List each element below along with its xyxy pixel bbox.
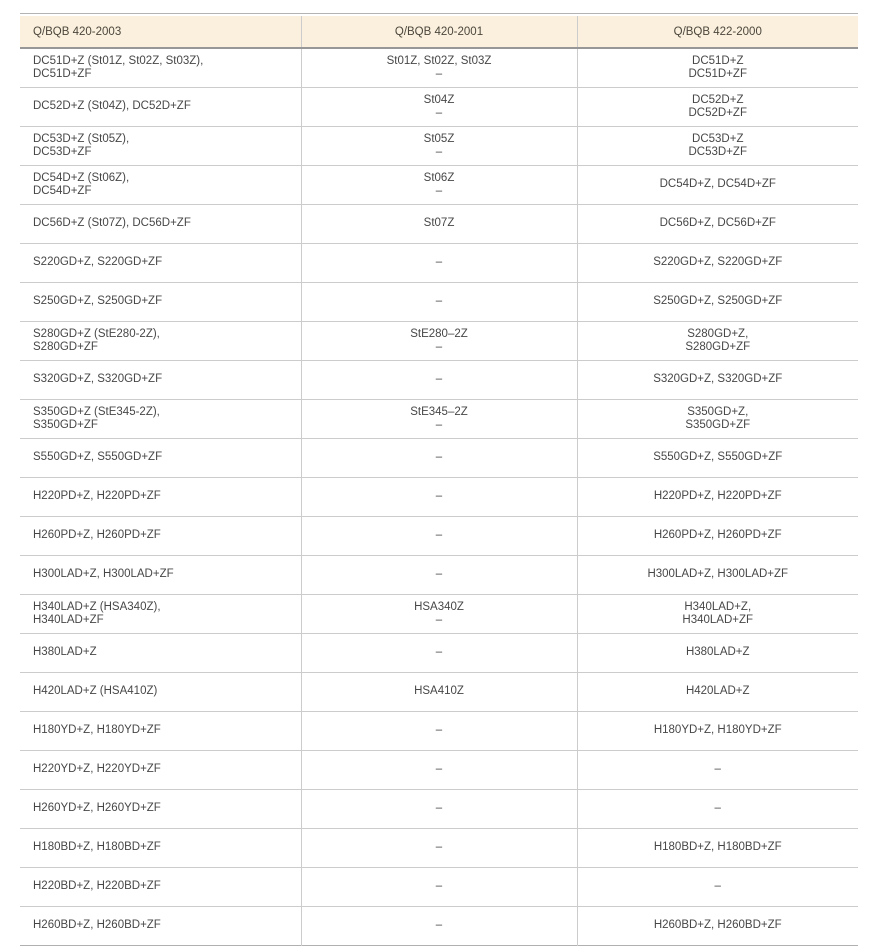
cell-line: S280GD+ZF xyxy=(33,341,98,353)
cell-line: S550GD+Z, S550GD+ZF xyxy=(33,451,163,464)
table-cell xyxy=(301,712,577,751)
table-cell xyxy=(301,48,577,88)
table-cell xyxy=(577,517,858,556)
table-body xyxy=(20,48,858,946)
table-cell xyxy=(301,283,577,322)
column-header: Q/BQB 422-2000 xyxy=(577,16,858,48)
table-cell xyxy=(301,439,577,478)
cell-line: H340LAD+Z (HSA340Z), xyxy=(33,600,161,613)
cell-line: H220PD+Z, H220PD+ZF xyxy=(653,490,782,503)
cell-line: HSA340Z xyxy=(414,600,464,613)
table-row xyxy=(20,88,858,127)
table-row xyxy=(20,595,858,634)
cell-line: H260PD+Z, H260PD+ZF xyxy=(33,529,161,542)
cell-line: DC56D+Z (St07Z), DC56D+ZF xyxy=(33,217,191,230)
column-header: Q/BQB 420-2003 xyxy=(20,16,301,48)
cell-line: H260BD+Z, H260BD+ZF xyxy=(653,919,782,932)
cell-line: – xyxy=(714,802,721,815)
table-cell xyxy=(301,205,577,244)
table-cell xyxy=(301,595,577,634)
cell-line: – xyxy=(435,68,443,80)
table-row xyxy=(20,751,858,790)
cell-line: H220YD+Z, H220YD+ZF xyxy=(33,763,161,776)
cell-line: H300LAD+Z, H300LAD+ZF xyxy=(647,568,789,581)
cell-line: H380LAD+Z xyxy=(33,646,97,659)
cell-line: DC54D+Z (St06Z), xyxy=(33,171,130,184)
cell-line: H420LAD+Z (HSA410Z) xyxy=(33,685,158,698)
cell-line: H340LAD+ZF xyxy=(682,614,754,626)
cell-line: H300LAD+Z, H300LAD+ZF xyxy=(33,568,174,581)
table-cell xyxy=(577,205,858,244)
top-rule xyxy=(20,13,858,14)
cell-line: – xyxy=(435,880,443,893)
table-cell xyxy=(577,439,858,478)
cell-line: S280GD+ZF xyxy=(685,341,751,353)
cell-line: – xyxy=(435,490,443,503)
cell-line: StE345–2Z xyxy=(410,405,468,418)
cell-line: DC56D+Z, DC56D+ZF xyxy=(659,217,776,230)
cell-line: S320GD+Z, S320GD+ZF xyxy=(653,373,783,386)
cell-line: – xyxy=(435,724,443,737)
table-cell xyxy=(577,283,858,322)
table-cell xyxy=(20,907,301,946)
table-cell xyxy=(301,907,577,946)
table-row xyxy=(20,673,858,712)
table-row xyxy=(20,556,858,595)
table-cell xyxy=(577,244,858,283)
table-cell xyxy=(577,595,858,634)
table-cell xyxy=(301,556,577,595)
table-row xyxy=(20,283,858,322)
table-cell xyxy=(301,127,577,166)
cell-line: H220BD+Z, H220BD+ZF xyxy=(33,880,161,893)
standards-comparison-section xyxy=(20,13,858,946)
cell-line: – xyxy=(435,763,443,776)
table-cell xyxy=(20,868,301,907)
column-header: Q/BQB 420-2001 xyxy=(301,16,577,48)
table-cell xyxy=(301,634,577,673)
cell-line: HSA410Z xyxy=(414,685,464,698)
table-cell xyxy=(577,478,858,517)
table-cell xyxy=(301,166,577,205)
cell-line: St04Z xyxy=(423,93,455,106)
cell-line: H380LAD+Z xyxy=(685,646,750,659)
cell-line: H260PD+Z, H260PD+ZF xyxy=(653,529,782,542)
cell-line: DC52D+Z (St04Z), DC52D+ZF xyxy=(33,100,191,113)
table-row xyxy=(20,205,858,244)
cell-line: S220GD+Z, S220GD+ZF xyxy=(33,256,163,269)
table-cell xyxy=(577,907,858,946)
table-cell xyxy=(577,48,858,88)
cell-line: DC53D+Z xyxy=(692,132,744,145)
table-cell xyxy=(301,868,577,907)
cell-line: – xyxy=(435,919,443,932)
table-row xyxy=(20,166,858,205)
table-cell xyxy=(577,868,858,907)
cell-line: St01Z, St02Z, St03Z xyxy=(386,54,492,67)
cell-line: S250GD+Z, S250GD+ZF xyxy=(653,295,783,308)
table-cell xyxy=(577,556,858,595)
cell-line: H420LAD+Z xyxy=(685,685,750,698)
cell-line: DC52D+ZF xyxy=(688,107,747,119)
cell-line: DC51D+ZF xyxy=(688,68,747,80)
cell-line: DC53D+Z (St05Z), xyxy=(33,132,130,145)
cell-line: H260YD+Z, H260YD+ZF xyxy=(33,802,161,815)
table-row xyxy=(20,322,858,361)
cell-line: H220PD+Z, H220PD+ZF xyxy=(33,490,161,503)
table-cell xyxy=(301,751,577,790)
table-row xyxy=(20,517,858,556)
cell-line: S550GD+Z, S550GD+ZF xyxy=(653,451,783,464)
cell-line: – xyxy=(435,373,443,386)
cell-line: – xyxy=(714,880,721,893)
standards-comparison-table xyxy=(20,16,858,946)
table-cell xyxy=(301,88,577,127)
header-row xyxy=(20,16,858,48)
cell-line: – xyxy=(435,614,443,626)
cell-line: – xyxy=(435,529,443,542)
cell-line: DC51D+Z xyxy=(692,54,744,67)
cell-line: St05Z xyxy=(423,132,455,145)
cell-line: DC54D+ZF xyxy=(33,185,92,197)
table-row xyxy=(20,478,858,517)
table-row xyxy=(20,829,858,868)
cell-line: DC53D+ZF xyxy=(33,146,92,158)
table-cell xyxy=(20,283,301,322)
table-row xyxy=(20,244,858,283)
table-cell xyxy=(577,361,858,400)
cell-line: – xyxy=(435,185,443,197)
table-header xyxy=(20,16,858,48)
table-cell xyxy=(20,400,301,439)
cell-line: – xyxy=(435,646,443,659)
cell-line: DC54D+Z, DC54D+ZF xyxy=(659,178,776,191)
table-cell xyxy=(301,517,577,556)
table-cell xyxy=(301,322,577,361)
table-cell xyxy=(577,166,858,205)
cell-line: StE280–2Z xyxy=(410,327,468,340)
table-row xyxy=(20,439,858,478)
cell-line: S350GD+Z, xyxy=(687,405,749,418)
cell-line: – xyxy=(435,451,443,464)
table-cell xyxy=(577,322,858,361)
cell-line: – xyxy=(435,568,443,581)
table-cell xyxy=(301,400,577,439)
table-cell xyxy=(20,322,301,361)
cell-line: H180YD+Z, H180YD+ZF xyxy=(33,724,161,737)
table-cell xyxy=(577,127,858,166)
table-cell xyxy=(301,244,577,283)
cell-line: St07Z xyxy=(423,217,455,230)
table-cell xyxy=(20,478,301,517)
table-cell xyxy=(301,829,577,868)
table-row xyxy=(20,790,858,829)
cell-line: H340LAD+Z, xyxy=(684,600,752,613)
cell-line: H260BD+Z, H260BD+ZF xyxy=(33,919,161,932)
cell-line: S280GD+Z, xyxy=(687,327,749,340)
cell-line: – xyxy=(435,802,443,815)
table-cell xyxy=(301,361,577,400)
cell-line: H180BD+Z, H180BD+ZF xyxy=(653,841,782,854)
table-row xyxy=(20,127,858,166)
table-cell xyxy=(20,751,301,790)
cell-line: H340LAD+ZF xyxy=(33,614,104,626)
table-cell xyxy=(20,712,301,751)
table-cell xyxy=(577,88,858,127)
cell-line: – xyxy=(435,107,443,119)
cell-line: – xyxy=(435,841,443,854)
cell-line: S320GD+Z, S320GD+ZF xyxy=(33,373,163,386)
table-cell xyxy=(20,439,301,478)
table-cell xyxy=(20,634,301,673)
table-cell xyxy=(20,790,301,829)
table-cell xyxy=(577,634,858,673)
cell-line: H180YD+Z, H180YD+ZF xyxy=(653,724,782,737)
cell-line: – xyxy=(435,256,443,269)
cell-line: – xyxy=(435,295,443,308)
table-cell xyxy=(20,829,301,868)
table-cell xyxy=(20,595,301,634)
table-cell xyxy=(20,673,301,712)
table-cell xyxy=(20,361,301,400)
table-cell xyxy=(301,673,577,712)
cell-line: DC51D+Z (St01Z, St02Z, St03Z), xyxy=(33,54,204,67)
table-row xyxy=(20,48,858,88)
table-cell xyxy=(20,127,301,166)
cell-line: S250GD+Z, S250GD+ZF xyxy=(33,295,163,308)
cell-line: S350GD+Z (StE345-2Z), xyxy=(33,405,160,418)
table-cell xyxy=(577,712,858,751)
table-cell xyxy=(577,751,858,790)
cell-line: St06Z xyxy=(423,171,455,184)
cell-line: DC53D+ZF xyxy=(688,146,747,158)
table-row xyxy=(20,712,858,751)
table-cell xyxy=(577,829,858,868)
cell-line: – xyxy=(435,419,443,431)
table-cell xyxy=(20,88,301,127)
table-cell xyxy=(20,556,301,595)
cell-line: S350GD+ZF xyxy=(685,419,751,431)
cell-line: – xyxy=(435,146,443,158)
table-row xyxy=(20,400,858,439)
cell-line: – xyxy=(714,763,721,776)
table-cell xyxy=(20,517,301,556)
table-row xyxy=(20,361,858,400)
table-row xyxy=(20,907,858,946)
cell-line: S220GD+Z, S220GD+ZF xyxy=(653,256,783,269)
table-cell xyxy=(20,205,301,244)
table-cell xyxy=(20,244,301,283)
table-cell xyxy=(577,790,858,829)
cell-line: DC51D+ZF xyxy=(33,68,92,80)
table-row xyxy=(20,634,858,673)
table-cell xyxy=(577,673,858,712)
table-cell xyxy=(301,790,577,829)
cell-line: DC52D+Z xyxy=(692,93,744,106)
table-row xyxy=(20,868,858,907)
table-cell xyxy=(20,48,301,88)
cell-line: S280GD+Z (StE280-2Z), xyxy=(33,327,160,340)
table-cell xyxy=(301,478,577,517)
cell-line: H180BD+Z, H180BD+ZF xyxy=(33,841,161,854)
cell-line: – xyxy=(435,341,443,353)
cell-line: S350GD+ZF xyxy=(33,419,98,431)
table-cell xyxy=(577,400,858,439)
table-cell xyxy=(20,166,301,205)
